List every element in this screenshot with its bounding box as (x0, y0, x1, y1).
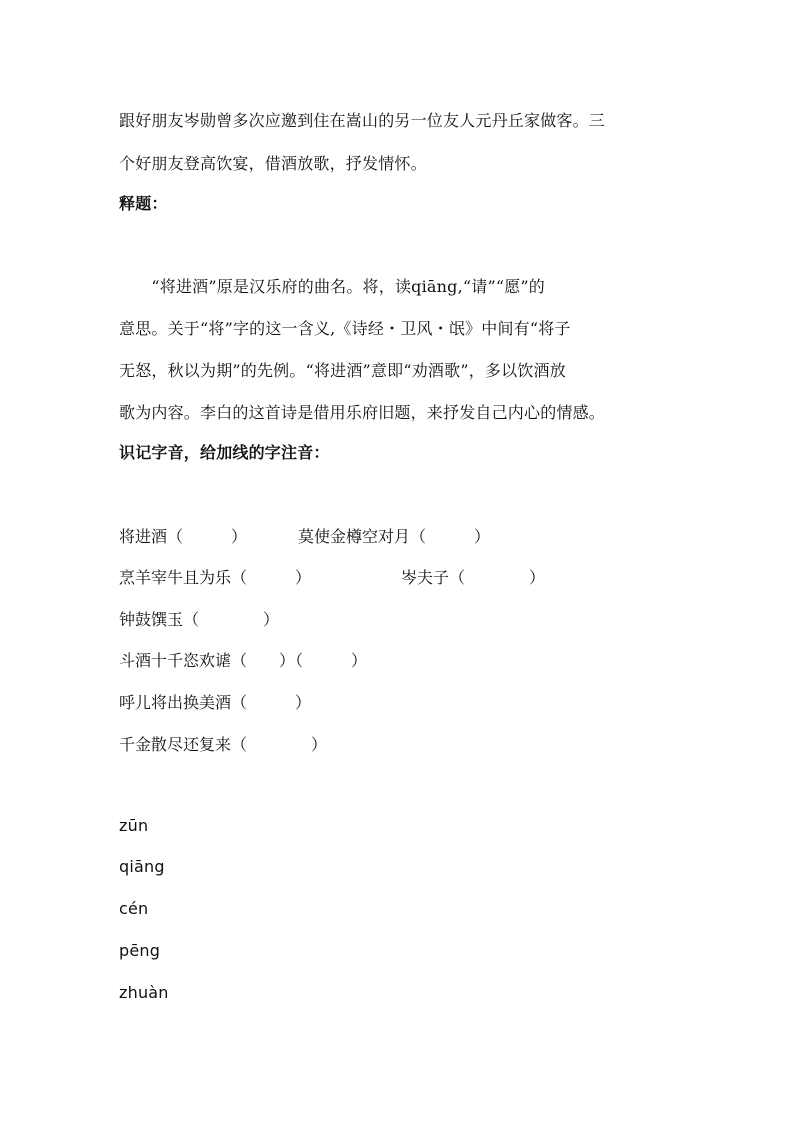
answer-pinyin-2: qiāng (119, 857, 165, 876)
intro-line-1: 跟好朋友岑勋曾多次应邀到住在嵩山的另一位友人元丹丘家做客。三 (119, 111, 606, 130)
answer-pinyin-4: pēng (119, 941, 161, 960)
explain-line-4: 歌为内容。李白的这首诗是借用乐府旧题，来抒发自己内心的情感。 (119, 403, 606, 422)
explain-line-3: 无怒，秋以为期”的先例。“将进酒”意即“劝酒歌”，多以饮酒放 (119, 361, 566, 380)
answer-pinyin-3: cén (119, 899, 149, 918)
explain-line-2: 意思。关于“将”字的这一含义,《诗经・卫风・氓》中间有“将子 (119, 319, 571, 338)
answer-pinyin-1: zūn (119, 816, 149, 835)
exercise-item-5: 钟鼓馔玉（ ） (119, 610, 280, 629)
exercise-item-4: 岑夫子（ ） (401, 568, 546, 587)
exercise-item-6: 斗酒十千恣欢谑（ ）（ ） (119, 651, 368, 670)
intro-line-2: 个好朋友登高饮宴，借酒放歌，抒发情怀。 (119, 154, 427, 173)
exercise-item-3: 烹羊宰牛且为乐（ ） (119, 568, 312, 587)
section-heading-exercise: 识记字音，给加线的字注音： (119, 443, 330, 462)
answer-pinyin-5: zhuàn (119, 983, 169, 1002)
exercise-item-2: 莫使金樽空对月（ ） (298, 527, 491, 546)
section-heading-explain: 释题： (119, 194, 168, 213)
explain-line-1: “将进酒”原是汉乐府的曲名。将，读qiāng,“请”“愿”的 (119, 277, 546, 296)
exercise-item-8: 千金散尽还复来（ ） (119, 735, 328, 754)
exercise-item-1: 将进酒（ ） (119, 527, 248, 546)
exercise-item-7: 呼儿将出换美酒（ ） (119, 693, 312, 712)
